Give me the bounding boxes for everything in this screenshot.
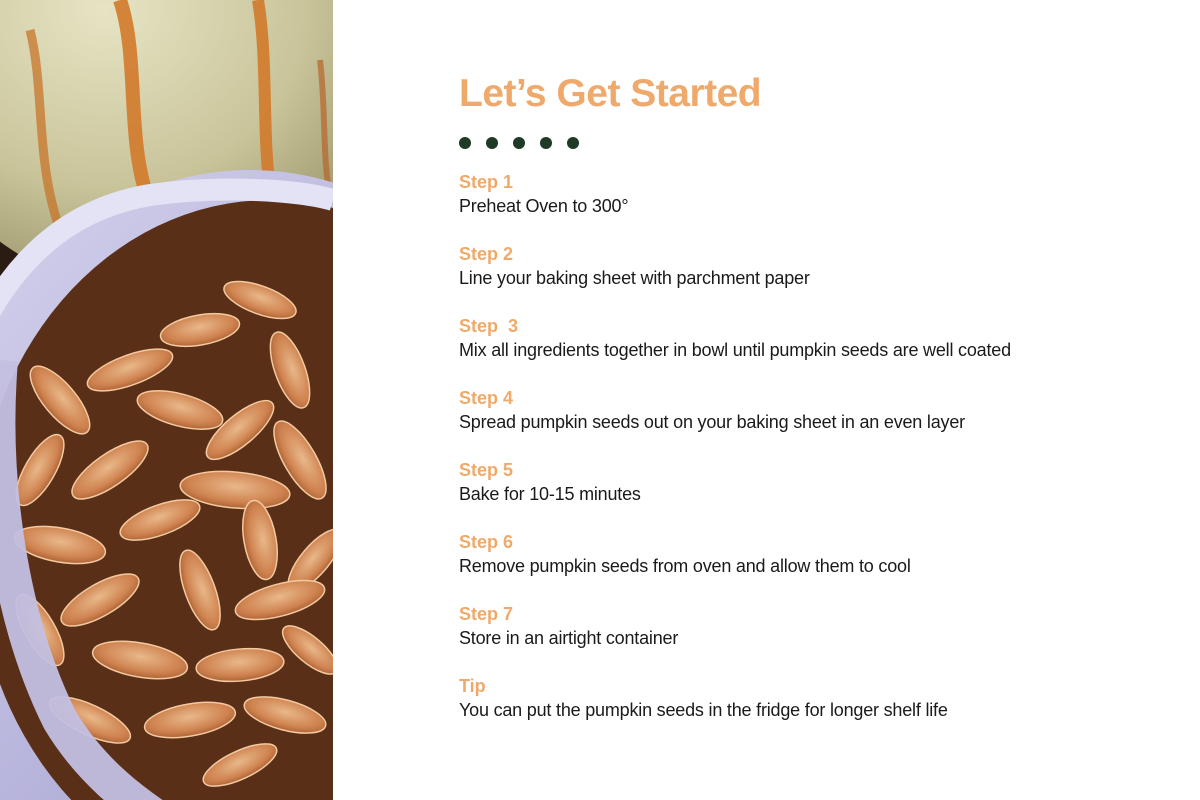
step-3 — [459, 314, 1159, 386]
step-text: Remove pumpkin seeds from oven and allow them to cool — [459, 556, 911, 576]
tip-text: You can put the pumpkin seeds in the fridge for longer shelf life — [459, 700, 948, 720]
step-label: Step 6 — [459, 532, 514, 552]
tip — [459, 674, 1159, 746]
dot-icon — [513, 137, 525, 149]
step-text: Mix all ingredients together in bowl until pumpkin seeds are well coated — [459, 340, 1011, 360]
step-5 — [459, 458, 1159, 530]
step-label: Step 7 — [459, 604, 514, 624]
instructions-panel — [459, 70, 1159, 746]
step-label: Step 5 — [459, 460, 514, 480]
step-label: Step 4 — [459, 388, 514, 408]
step-7 — [459, 602, 1159, 674]
dot-divider — [459, 137, 1159, 149]
step-4 — [459, 386, 1159, 458]
step-6 — [459, 530, 1159, 602]
pumpkin-seeds-photo — [0, 0, 333, 800]
step-text: Spread pumpkin seeds out on your baking sheet in an even layer — [459, 412, 965, 432]
step-text: Preheat Oven to 300° — [459, 196, 629, 216]
step-text: Line your baking sheet with parchment paper — [459, 268, 810, 288]
step-label: Step 3 — [459, 316, 519, 336]
step-text: Store in an airtight container — [459, 628, 679, 648]
tip-label: Tip — [459, 676, 486, 696]
step-text: Bake for 10-15 minutes — [459, 484, 641, 504]
dot-icon — [459, 137, 471, 149]
step-label: Step 2 — [459, 244, 514, 264]
step-2 — [459, 242, 1159, 314]
step-label: Step 1 — [459, 172, 514, 192]
dot-icon — [486, 137, 498, 149]
dot-icon — [540, 137, 552, 149]
page-title: Let’s Get Started — [459, 72, 762, 115]
dot-icon — [567, 137, 579, 149]
step-1 — [459, 170, 1159, 242]
